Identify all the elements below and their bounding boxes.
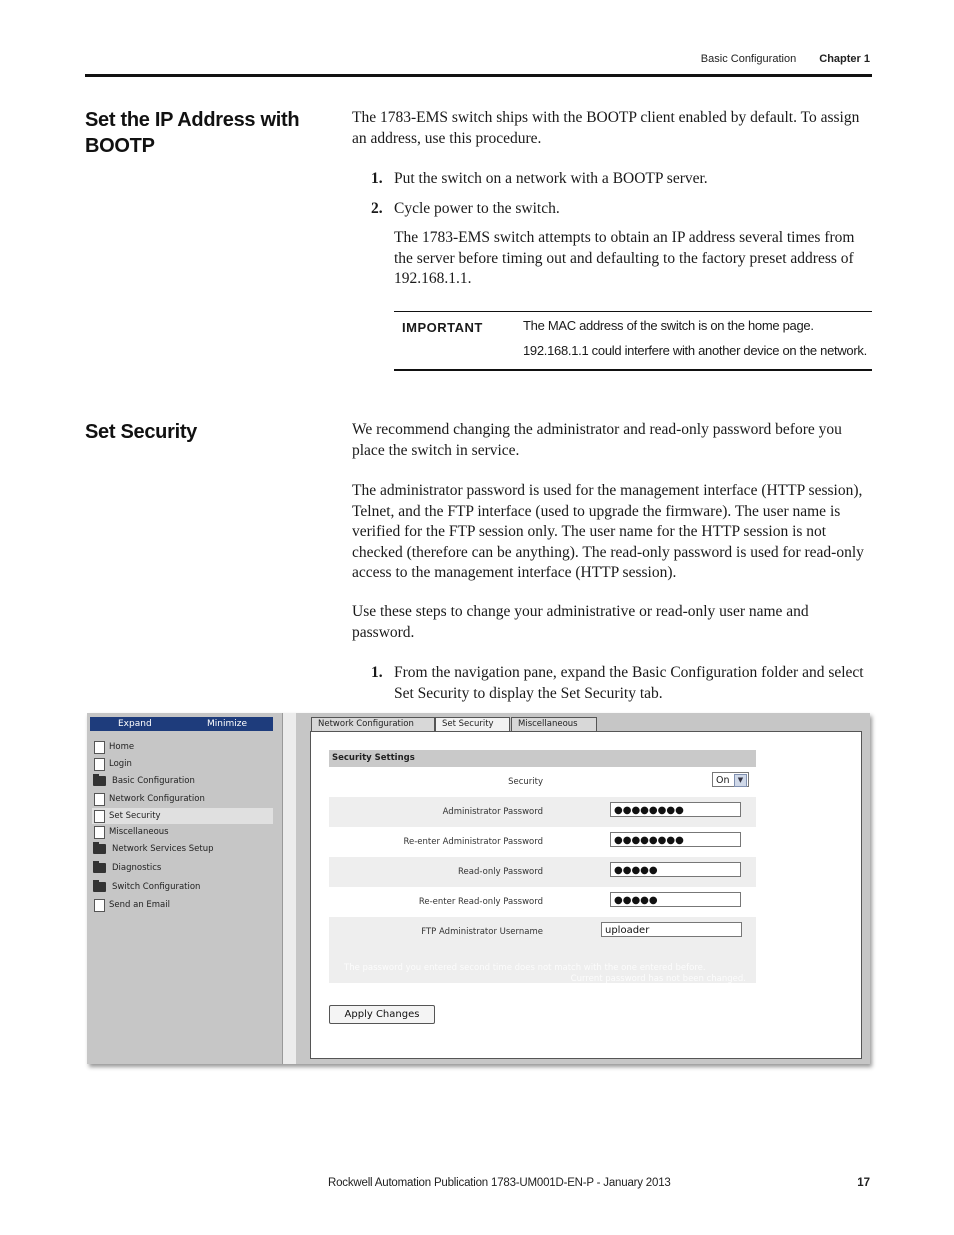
nav-item-basic-configuration[interactable] [92,773,273,789]
bootp-step-1 [371,169,871,190]
step-text: Put the switch on a network with a BOOTP server. [394,170,708,187]
nav-item-set-security[interactable] [92,808,273,824]
tab-set-security[interactable]: Set Security [435,717,510,731]
page-icon [94,758,105,771]
footer-publication: Rockwell Automation Publication 1783-UM001D-EN-P - January 2013 [328,1177,671,1189]
nav-item-home[interactable] [92,739,273,755]
folder-icon [93,844,106,854]
security-p1: We recommend changing the administrator and read-only password before you place the switch in service. [352,421,842,459]
step-text: From the navigation pane, expand the Basic Configuration folder and select Set Security to display the Set Security tab. [394,664,864,702]
page-icon [94,899,105,912]
nav-item-label: Send an Email [109,900,170,910]
field-label: Read-only Password [458,867,543,877]
step-text: Cycle power to the switch. [394,200,560,217]
nav-item-label: Diagnostics [112,863,162,873]
bootp-intro: The 1783-EMS switch ships with the BOOTP client enabled by default. To assign an address, use this procedure. [352,109,860,147]
security-p2: The administrator password is used for the management interface (HTTP session), Telnet, and the FTP interface (used to upgrade the firmware). The user name is verified for the FTP session only. The user name for the HTTP session is not checked (therefore can be anything). The read-only password is used for read-only access to the management interface (HTTP session). [352,482,864,581]
nav-toolbar [90,717,273,731]
unchanged-message: Current password has not been changed. [570,974,746,984]
apply-changes-button[interactable]: Apply Changes [329,1005,435,1024]
validation-messages [329,947,756,983]
page-icon [94,826,105,839]
security-label: Security [508,777,543,787]
nav-item-switch-configuration[interactable] [92,879,273,895]
header-rule [85,74,872,77]
pane-splitter[interactable] [282,713,296,1064]
nav-item-login[interactable] [92,756,273,772]
nav-item-label: Set Security [109,811,161,821]
nav-item-label: Network Configuration [109,794,205,804]
field-label: Administrator Password [442,807,543,817]
page-icon [94,741,105,754]
content-panel [310,731,862,1059]
running-header [701,53,870,65]
nav-item-diagnostics[interactable] [92,860,273,876]
header-chapter: Chapter 1 [819,53,870,65]
page-number: 17 [857,1177,870,1189]
page-icon [94,810,105,823]
nav-item-send-an-email[interactable] [92,897,273,913]
bootp-heading: Set the IP Address with BOOTP [85,109,300,157]
folder-icon [93,863,106,873]
chevron-down-icon: ▼ [734,774,747,787]
step-number: 1. [371,664,383,681]
reenter-admin-password-row [329,827,756,857]
ftp-username-row [329,917,756,947]
nav-item-miscellaneous[interactable] [92,824,273,840]
readonly-password-row [329,857,756,887]
tab-network-configuration[interactable]: Network Configuration [311,717,435,731]
reenter-readonly-password-row [329,887,756,917]
step-number: 2. [371,200,383,217]
important-box [394,311,872,371]
nav-item-label: Basic Configuration [112,776,195,786]
nav-item-label: Network Services Setup [112,844,214,854]
security-p3: Use these steps to change your administrative or read-only user name and password. [352,603,809,641]
step-number: 1. [371,170,383,187]
folder-icon [93,776,106,786]
set-security-screenshot [87,713,870,1064]
security-settings-title: Security Settings [332,753,415,763]
bootp-note: The 1783-EMS switch attempts to obtain an IP address several times from the server before timing out and defaulting to the factory preset address of 192.168.1.1. [394,229,855,287]
page-icon [94,793,105,806]
readonly-password-input[interactable]: ●●●●● [610,862,741,877]
mismatch-message: The password you entered second time does not match with the one entered before. [344,963,706,973]
nav-item-label: Login [109,759,132,769]
nav-item-network-services-setup[interactable] [92,841,273,857]
reenter-admin-password-input[interactable]: ●●●●●●●● [610,832,741,847]
security-select-value: On [716,775,730,786]
expand-button[interactable]: Expand [118,719,152,729]
nav-item-label: Home [109,742,135,752]
minimize-button[interactable]: Minimize [207,719,247,729]
security-select[interactable] [712,772,749,787]
security-row [329,767,756,797]
security-settings-header [329,750,756,767]
field-label: Re-enter Read-only Password [418,897,543,907]
nav-item-label: Switch Configuration [112,882,201,892]
admin-password-input[interactable]: ●●●●●●●● [610,802,741,817]
admin-password-row [329,797,756,827]
field-label: FTP Administrator Username [421,927,543,937]
navigation-pane [87,713,281,1064]
security-heading: Set Security [85,421,198,443]
reenter-readonly-password-input[interactable]: ●●●●● [610,892,741,907]
important-label: IMPORTANT [402,320,483,335]
important-line-2: 192.168.1.1 could interfere with another device on the network. [523,343,867,358]
tab-miscellaneous[interactable]: Miscellaneous [511,717,597,731]
ftp-username-input[interactable]: uploader [601,922,742,937]
folder-icon [93,882,106,892]
important-line-1: The MAC address of the switch is on the home page. [523,318,814,333]
header-section: Basic Configuration [700,53,797,65]
security-step-1 [371,663,871,704]
field-label: Re-enter Administrator Password [403,837,543,847]
settings-form [329,767,756,983]
nav-item-network-configuration[interactable] [92,791,273,807]
nav-item-label: Miscellaneous [109,827,169,837]
bootp-step-2 [371,199,871,220]
